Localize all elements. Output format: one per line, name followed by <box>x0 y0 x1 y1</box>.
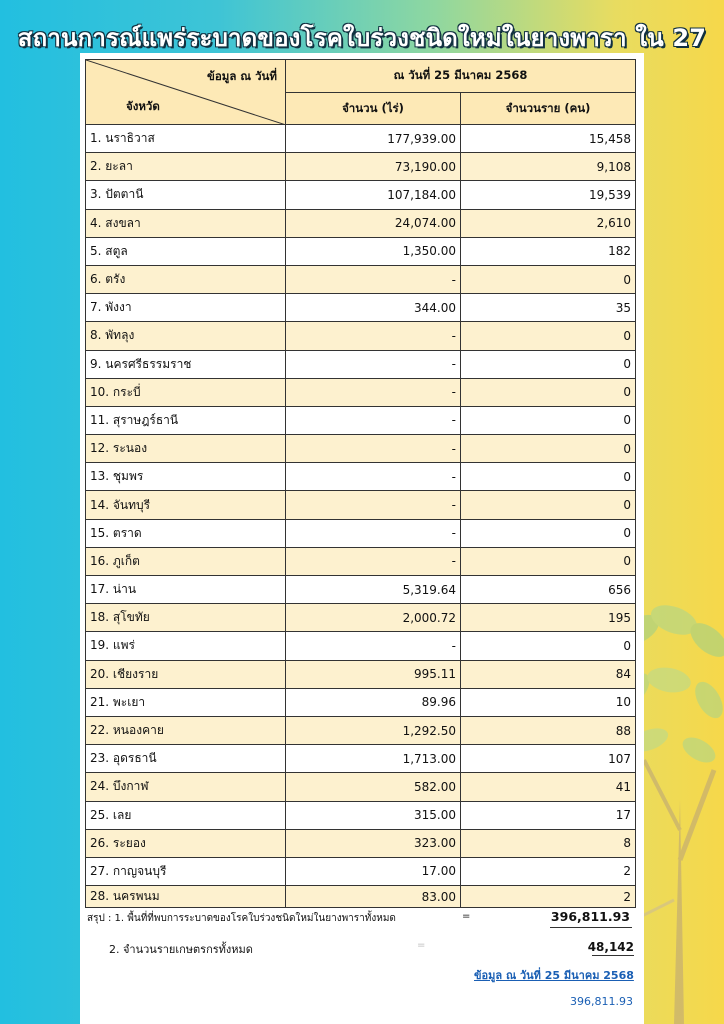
table-row <box>86 491 636 519</box>
table-row <box>86 435 636 463</box>
table-row <box>86 688 636 716</box>
area-rai: 1,350.00 <box>286 237 461 265</box>
area-rai: 24,074.00 <box>286 209 461 237</box>
area-rai: 107,184.00 <box>286 181 461 209</box>
table-row <box>86 829 636 857</box>
area-rai: 177,939.00 <box>286 125 461 153</box>
farmer-count: 0 <box>461 350 636 378</box>
province-name: 26. ระยอง <box>86 829 286 857</box>
area-rai: 582.00 <box>286 773 461 801</box>
province-name: 28. นครพนม <box>86 886 286 908</box>
table-body <box>86 125 636 908</box>
table-row <box>86 576 636 604</box>
header-diagonal-cell <box>86 60 286 125</box>
farmer-count: 0 <box>461 463 636 491</box>
province-name: 8. พัทลุง <box>86 322 286 350</box>
province-name: 27. กาญจนบุรี <box>86 857 286 885</box>
province-name: 9. นครศรีธรรมราช <box>86 350 286 378</box>
header-date: ณ วันที่ 25 มีนาคม 2568 <box>286 60 636 93</box>
province-name: 21. พะเยา <box>86 688 286 716</box>
province-name: 6. ตรัง <box>86 265 286 293</box>
farmer-count: 9,108 <box>461 153 636 181</box>
header-farmers: จำนวนราย (คน) <box>461 93 636 125</box>
table-row <box>86 406 636 434</box>
table-row <box>86 604 636 632</box>
data-as-of-link[interactable]: ข้อมูล ณ วันที่ 25 มีนาคม 2568 <box>474 969 634 982</box>
farmer-count: 0 <box>461 491 636 519</box>
area-rai: - <box>286 491 461 519</box>
farmer-count: 41 <box>461 773 636 801</box>
summary-farmers-underline <box>592 955 634 956</box>
summary-area-underline <box>550 927 632 928</box>
province-name: 18. สุโขทัย <box>86 604 286 632</box>
table-row <box>86 886 636 908</box>
table-row <box>86 463 636 491</box>
farmer-count: 84 <box>461 660 636 688</box>
table-row <box>86 153 636 181</box>
province-table <box>85 59 636 908</box>
farmer-count: 0 <box>461 435 636 463</box>
province-name: 20. เชียงราย <box>86 660 286 688</box>
report-sheet <box>80 53 644 1024</box>
province-name: 23. อุดรธานี <box>86 745 286 773</box>
area-rai: - <box>286 350 461 378</box>
table-row <box>86 350 636 378</box>
summary-farmers-label: 2. จำนวนรายเกษตรกรทั้งหมด <box>109 943 253 956</box>
farmer-count: 88 <box>461 716 636 744</box>
farmer-count: 107 <box>461 745 636 773</box>
area-rai: 5,319.64 <box>286 576 461 604</box>
summary-farmers-value: 48,142 <box>587 940 634 954</box>
area-rai: 323.00 <box>286 829 461 857</box>
province-name: 12. ระนอง <box>86 435 286 463</box>
summary-area-label: สรุป : 1. พื้นที่ที่พบการระบาดของโรคใบร่วงชนิดใหม่ในยางพาราทั้งหมด <box>87 913 396 924</box>
area-rai: 83.00 <box>286 886 461 908</box>
header-area: จำนวน (ไร่) <box>286 93 461 125</box>
farmer-count: 15,458 <box>461 125 636 153</box>
table-row <box>86 547 636 575</box>
area-rai: - <box>286 378 461 406</box>
table-row <box>86 519 636 547</box>
table-row <box>86 745 636 773</box>
farmer-count: 195 <box>461 604 636 632</box>
table-row <box>86 716 636 744</box>
province-name: 4. สงขลา <box>86 209 286 237</box>
table-row <box>86 378 636 406</box>
summary-line-1 <box>87 911 637 926</box>
table-row <box>86 322 636 350</box>
area-rai: - <box>286 406 461 434</box>
farmer-count: 19,539 <box>461 181 636 209</box>
province-name: 13. ชุมพร <box>86 463 286 491</box>
area-rai: - <box>286 322 461 350</box>
farmer-count: 35 <box>461 294 636 322</box>
province-name: 15. ตราด <box>86 519 286 547</box>
province-name: 7. พังงา <box>86 294 286 322</box>
summary-area-value: 396,811.93 <box>550 909 630 924</box>
area-rai: 1,292.50 <box>286 716 461 744</box>
header-province: จังหวัด <box>126 99 160 113</box>
table-row <box>86 237 636 265</box>
area-rai: - <box>286 265 461 293</box>
farmer-count: 10 <box>461 688 636 716</box>
farmer-count: 0 <box>461 519 636 547</box>
area-rai: - <box>286 435 461 463</box>
province-name: 17. น่าน <box>86 576 286 604</box>
page-title: สถานการณ์แพร่ระบาดของโรคใบร่วงชนิดใหม่ในยางพารา ใน 27 <box>17 24 707 52</box>
farmer-count: 0 <box>461 632 636 660</box>
province-name: 3. ปัตตานี <box>86 181 286 209</box>
farmer-count: 0 <box>461 406 636 434</box>
table-row <box>86 181 636 209</box>
province-name: 25. เลย <box>86 801 286 829</box>
farmer-count: 8 <box>461 829 636 857</box>
farmer-count: 182 <box>461 237 636 265</box>
area-rai: 73,190.00 <box>286 153 461 181</box>
farmer-count: 2,610 <box>461 209 636 237</box>
area-rai: - <box>286 632 461 660</box>
farmer-count: 0 <box>461 547 636 575</box>
table-row <box>86 801 636 829</box>
table-row <box>86 209 636 237</box>
area-rai: 315.00 <box>286 801 461 829</box>
summary-area-equals: = <box>462 911 471 922</box>
area-rai: 2,000.72 <box>286 604 461 632</box>
table-row <box>86 265 636 293</box>
area-rai: - <box>286 519 461 547</box>
province-name: 14. จันทบุรี <box>86 491 286 519</box>
area-rai: - <box>286 547 461 575</box>
province-name: 24. บึงกาฬ <box>86 773 286 801</box>
footer-total-value: 396,811.93 <box>570 995 633 1008</box>
province-name: 19. แพร่ <box>86 632 286 660</box>
farmer-count: 0 <box>461 265 636 293</box>
farmer-count: 656 <box>461 576 636 604</box>
table-row <box>86 857 636 885</box>
farmer-count: 17 <box>461 801 636 829</box>
table-row <box>86 632 636 660</box>
header-row-1 <box>86 60 636 93</box>
table-row <box>86 660 636 688</box>
province-name: 10. กระบี่ <box>86 378 286 406</box>
area-rai: 17.00 <box>286 857 461 885</box>
table-row <box>86 294 636 322</box>
header-data-as-of: ข้อมูล ณ วันที่ <box>207 69 277 83</box>
province-name: 2. ยะลา <box>86 153 286 181</box>
province-name: 22. หนองคาย <box>86 716 286 744</box>
farmer-count: 0 <box>461 322 636 350</box>
farmer-count: 2 <box>461 886 636 908</box>
province-name: 5. สตูล <box>86 237 286 265</box>
table-row <box>86 125 636 153</box>
area-rai: 89.96 <box>286 688 461 716</box>
farmer-count: 2 <box>461 857 636 885</box>
province-name: 11. สุราษฎร์ธานี <box>86 406 286 434</box>
farmer-count: 0 <box>461 378 636 406</box>
table-row <box>86 773 636 801</box>
area-rai: 344.00 <box>286 294 461 322</box>
summary-farmers-equals: = <box>417 940 426 951</box>
province-name: 1. นราธิวาส <box>86 125 286 153</box>
area-rai: 995.11 <box>286 660 461 688</box>
province-name: 16. ภูเก็ต <box>86 547 286 575</box>
area-rai: - <box>286 463 461 491</box>
area-rai: 1,713.00 <box>286 745 461 773</box>
